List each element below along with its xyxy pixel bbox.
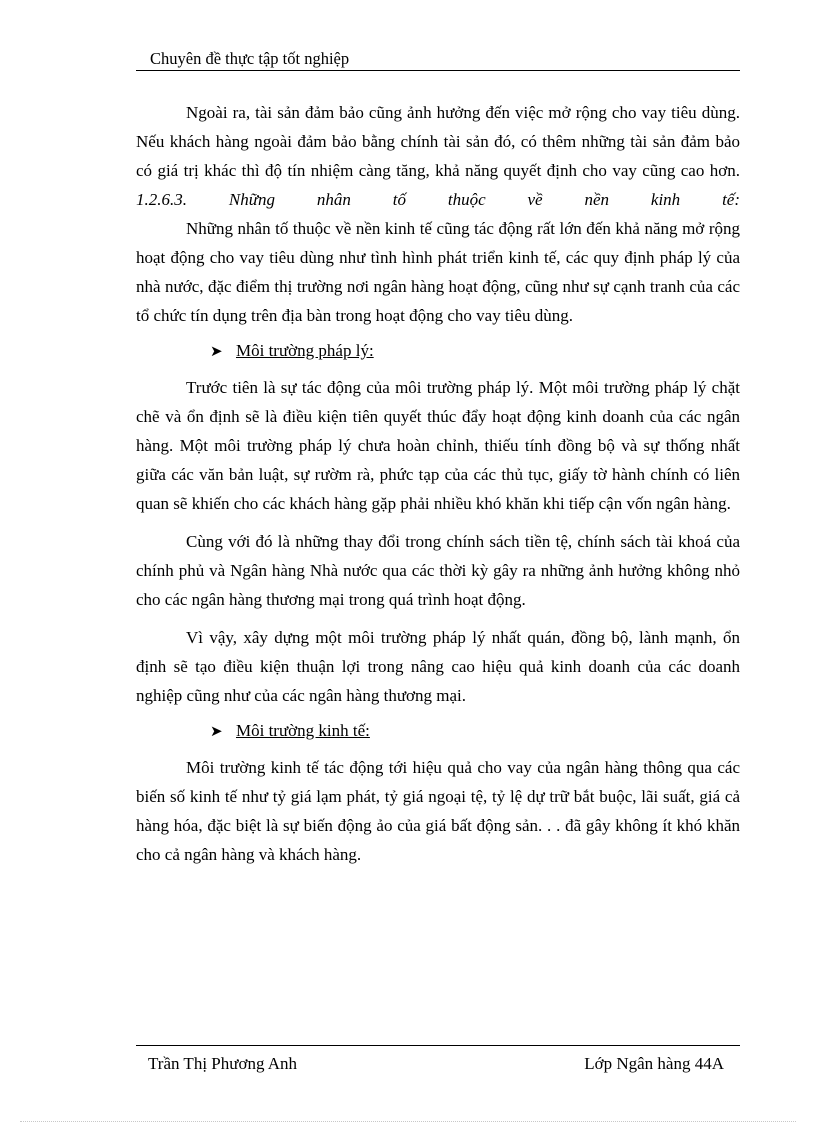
footer-rule	[136, 1045, 740, 1046]
header-title: Chuyên đề thực tập tốt nghiệp	[150, 49, 350, 68]
bullet-economic-environment	[136, 716, 740, 747]
section-heading: 1.2.6.3. Những nhân tố thuộc về nền kinh tế:	[136, 190, 740, 209]
page-edge	[20, 1121, 796, 1122]
document-body	[136, 98, 740, 869]
paragraph-economic-factors: Những nhân tố thuộc về nền kinh tế cũng tác động rất lớn đến khả năng mở rộng hoạt động cho vay tiêu dùng như tình hình phát triển kinh tế, các quy định pháp lý của nhà nước, đặc điểm thị trường nơi ngân hàng hoạt động, cũng như sự cạnh tranh của các tổ chức tín dụng trên địa bàn trong hoạt động cho vay tiêu dùng.	[136, 219, 740, 325]
bullet-label: Môi trường kinh tế:	[236, 721, 370, 740]
arrow-bullet-icon: ➤	[210, 344, 223, 360]
paragraph-collateral: Ngoài ra, tài sản đảm bảo cũng ảnh hưởng đến việc mở rộng cho vay tiêu dùng. Nếu khách hàng ngoài đảm bảo bằng chính tài sản đó, có thêm những tài sản đảm bảo có giá trị khác thì độ tín nhiệm càng tăng, khả năng quyết định cho vay cũng cao hơn.	[136, 103, 740, 180]
footer-class: Lớp Ngân hàng 44A	[584, 1054, 724, 1073]
header-rule	[136, 70, 740, 71]
paragraph-policy-changes: Cùng với đó là những thay đổi trong chính sách tiền tệ, chính sách tài khoá của chính phủ và Ngân hàng Nhà nước qua các thời kỳ gây ra những ảnh hưởng không nhỏ cho các ngân hàng thương mại trong quá trình hoạt động.	[136, 532, 740, 609]
bullet-label: Môi trường pháp lý:	[236, 341, 374, 360]
paragraph-legal-impact: Trước tiên là sự tác động của môi trường pháp lý. Một môi trường pháp lý chặt chẽ và ổn định sẽ là điều kiện tiên quyết thúc đẩy hoạt động kinh doanh của các ngân hàng. Một môi trường pháp lý chưa hoàn chỉnh, thiếu tính đồng bộ và sự thống nhất giữa các văn bản luật, sự rườm rà, phức tạp của các thủ tục, giấy tờ hành chính có liên quan sẽ khiến cho các khách hàng gặp phải nhiều khó khăn khi tiếp cận vốn ngân hàng.	[136, 378, 740, 513]
paragraph-conclusion: Vì vậy, xây dựng một môi trường pháp lý nhất quán, đồng bộ, lành mạnh, ổn định sẽ tạo điều kiện thuận lợi trong nâng cao hiệu quả kinh doanh của các doanh nghiệp cũng như của các ngân hàng thương mại.	[136, 628, 740, 705]
arrow-bullet-icon: ➤	[210, 724, 223, 740]
footer-author: Trần Thị Phương Anh	[148, 1054, 298, 1073]
bullet-legal-environment	[136, 336, 740, 367]
paragraph-economic-impact: Môi trường kinh tế tác động tới hiệu quả cho vay của ngân hàng thông qua các biến số kinh tế như tỷ giá lạm phát, tỷ giá ngoại tệ, tỷ lệ dự trữ bắt buộc, lãi suất, giá cả hàng hóa, đặc biệt là sự biến động ảo của giá bất động sản. . . đã gây không ít khó khăn cho cả ngân hàng và khách hàng.	[136, 758, 740, 864]
